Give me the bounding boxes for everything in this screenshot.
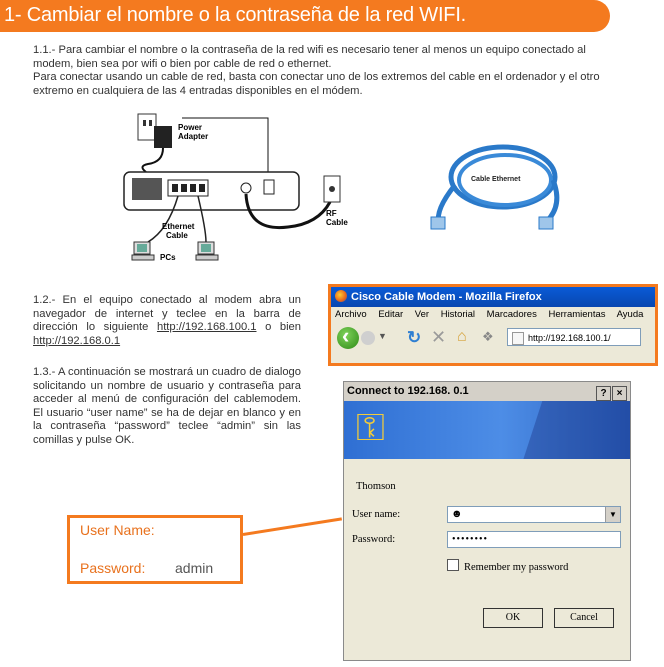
user-name-field[interactable]: [447, 506, 621, 523]
firefox-menubar: [331, 307, 655, 323]
dialog-banner: [344, 401, 630, 459]
step-2-paragraph: [33, 294, 301, 348]
callout-password-label: Password:: [80, 560, 146, 576]
url-link-1[interactable]: http://192.168.100.1: [156, 321, 257, 333]
history-dropdown-icon[interactable]: ▼: [378, 331, 387, 341]
intro-line: extremo en cualquiera de las 4 entradas disponibles en el módem.: [33, 84, 363, 97]
cancel-button[interactable]: Cancel: [554, 608, 614, 628]
connection-diagram: [118, 112, 358, 272]
ethernet-cable-label: Cable: [166, 231, 188, 240]
url-link-2[interactable]: http://192.168.0.1: [33, 334, 121, 347]
menu-historial[interactable]: Historial: [440, 309, 476, 320]
menu-marcadores[interactable]: Marcadores: [486, 309, 537, 320]
firefox-titlebar: [331, 287, 655, 307]
cable-ethernet-label: Cable Ethernet: [471, 176, 521, 183]
dialog-titlebar: [344, 382, 630, 401]
step-3-paragraph: 1.3.- A continuación se mostrará un cuadro de dialogo solicitando un nombre de usuario y contraseña para acceder al menú de configuración del cablemodem. El usuario “user name” se ha de dejar en blanco y en la contraseña “password” teclee “admin” sin las comillas y pulse OK.: [33, 366, 301, 446]
home-icon[interactable]: ⌂: [457, 328, 467, 345]
power-adapter-label: Adapter: [178, 132, 209, 141]
intro-line: Para conectar usando un cable de red, basta con conectar uno de los extremos del cable en el ordenador y el otro: [33, 71, 600, 83]
pc-icon: [132, 242, 154, 260]
checkbox-icon[interactable]: [447, 559, 459, 571]
wall-outlet: [138, 114, 156, 140]
step-2-text: 1.2.- En el equipo conectado al modem abra un navegador de internet y teclee en la barra de dirección lo siguiente: [33, 294, 301, 333]
password-label: Password:: [352, 534, 396, 545]
ethernet-cable-image: [425, 135, 575, 230]
rf-cable-label: RF: [326, 209, 337, 218]
section-title: 1- Cambiar el nombre o la contraseña de la red WIFI.: [4, 4, 467, 26]
rf-cable-label: Cable: [326, 218, 348, 227]
callout-password-value: admin: [175, 560, 214, 576]
intro-paragraph: [33, 44, 633, 98]
menu-editar[interactable]: Editar: [378, 309, 404, 320]
step-2-or: o bien: [256, 321, 302, 333]
chevron-down-icon[interactable]: ▼: [605, 507, 620, 522]
power-adapter-label: Power: [178, 123, 203, 132]
close-button[interactable]: ×: [612, 386, 627, 401]
user-name-label: User name:: [352, 509, 401, 520]
plugin-icon[interactable]: ❖: [482, 329, 494, 344]
menu-archivo[interactable]: Archivo: [335, 309, 367, 320]
login-dialog: [343, 381, 631, 661]
intro-line: modem, bien sea por wifi o bien por cable de red o ethernet.: [33, 57, 332, 70]
back-icon[interactable]: [337, 327, 359, 349]
user-icon: ☻: [451, 508, 463, 520]
dialog-title: Connect to 192.168. 0.1: [347, 385, 469, 397]
address-bar[interactable]: http://192.168.100.1/: [507, 328, 641, 346]
pc-icon: [196, 242, 218, 260]
menu-herramientas[interactable]: Herramientas: [548, 309, 606, 320]
realm-label: Thomson: [356, 481, 396, 492]
menu-ver[interactable]: Ver: [414, 309, 430, 320]
menu-ayuda[interactable]: Ayuda: [616, 309, 644, 320]
reload-icon[interactable]: ↻: [407, 328, 422, 347]
firefox-window-title: Cisco Cable Modem - Mozilla Firefox: [351, 291, 542, 303]
power-adapter: [154, 126, 172, 148]
callout-user-label: User Name:: [80, 522, 155, 538]
ok-button[interactable]: OK: [483, 608, 543, 628]
credentials-callout: [67, 515, 243, 584]
remember-password-checkbox[interactable]: [447, 559, 568, 573]
remember-label: Remember my password: [464, 562, 569, 573]
firefox-logo-icon: [335, 290, 347, 302]
ethernet-cable-label: Ethernet: [162, 222, 195, 231]
firefox-navbar: [331, 323, 655, 355]
keys-icon: ⚿: [356, 407, 385, 449]
pcs-label: PCs: [160, 253, 176, 262]
firefox-window: [328, 284, 658, 366]
forward-icon[interactable]: [361, 331, 375, 345]
section-header: [0, 0, 610, 32]
intro-line: 1.1.- Para cambiar el nombre o la contraseña de la red wifi es necesario tener al menos un equipo conectado al: [33, 44, 586, 56]
password-field[interactable]: ••••••••: [447, 531, 621, 548]
stop-icon[interactable]: ✕: [431, 327, 447, 347]
help-button[interactable]: ?: [596, 386, 611, 401]
callout-connector: [243, 517, 342, 536]
